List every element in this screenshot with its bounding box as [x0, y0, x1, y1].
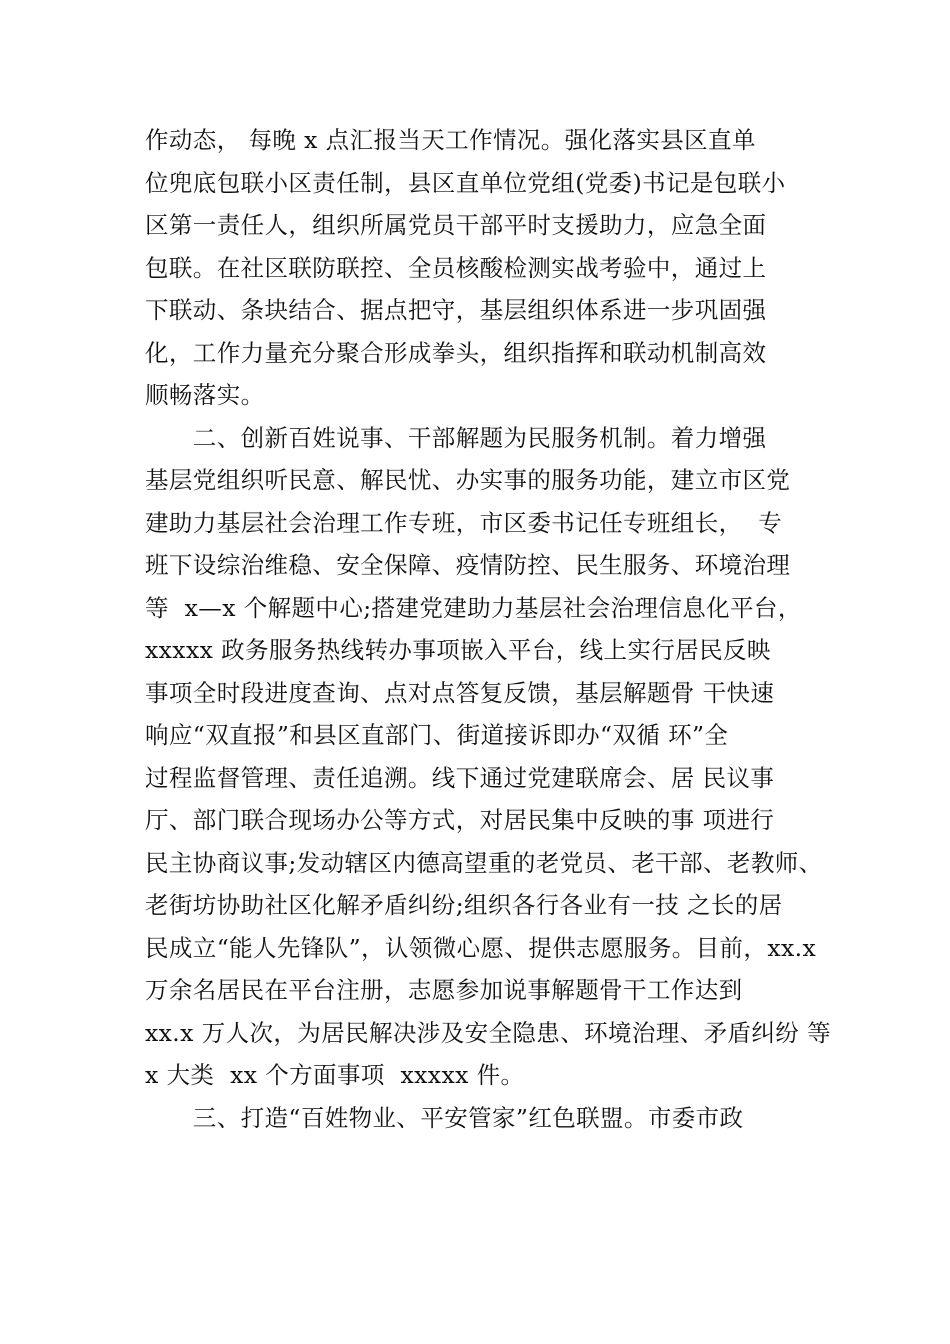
- text-line: 顺畅落实。: [145, 381, 265, 409]
- text-line: 事项全时段进度查询、点对点答复反馈，基层解题骨 干快速: [145, 679, 775, 707]
- paragraph-heading: 二、创新百姓说事、干部解题为民服务机制。着力增强: [145, 424, 767, 452]
- paragraph-heading: 三、打造“百姓物业、平安管家”红色联盟。市委市政: [145, 1104, 744, 1132]
- text-line: 民成立“能人先锋队”，认领微心愿、提供志愿服务。目前，xx.x: [145, 934, 817, 962]
- text-line: 位兜底包联小区责任制，县区直单位党组(党委)书记是包联小: [145, 169, 786, 197]
- text-line: 建助力基层社会治理工作专班，市区委书记任专班组长， 专: [145, 509, 783, 537]
- text-line: 包联。在社区联防联控、全员核酸检测实战考验中，通过上: [145, 254, 767, 282]
- text-line: 基层党组织听民意、解民忧、办实事的服务功能，建立市区党: [145, 466, 791, 494]
- text-line: 过程监督管理、责任追溯。线下通过党建联席会、居 民议事: [145, 764, 775, 792]
- text-line: 班下设综治维稳、安全保障、疫情防控、民生服务、环境治理: [145, 551, 791, 579]
- text-line: 区第一责任人，组织所属党员干部平时支援助力，应急全面: [145, 211, 767, 239]
- text-line: 等 x—x 个解题中心;搭建党建助力基层社会治理信息化平台，: [145, 594, 802, 622]
- text-line: 响应“双直报”和县区直部门、街道接诉即办“双循 环”全: [145, 721, 729, 749]
- text-line: 化，工作力量充分聚合形成拳头，组织指挥和联动机制高效: [145, 339, 767, 367]
- text-line: 万余名居民在平台注册，志愿参加说事解题骨干工作达到: [145, 976, 743, 1004]
- text-line: 民主协商议事;发动辖区内德高望重的老党员、老干部、老教师、: [145, 849, 823, 877]
- text-line: 厅、部门联合现场办公等方式，对居民集中反映的事 项进行: [145, 806, 775, 834]
- text-line: xxxxx 政务服务热线转办事项嵌入平台，线上实行居民反映: [145, 636, 771, 664]
- text-line: 作动态， 每晚 x 点汇报当天工作情况。强化落实县区直单: [145, 126, 756, 154]
- text-line: x 大类 xx 个方面事项 xxxxx 件。: [145, 1061, 525, 1089]
- text-line: 老街坊协助社区化解矛盾纠纷;组织各行各业有一技 之长的居: [145, 891, 783, 919]
- text-line: xx.x 万人次，为居民解决涉及安全隐患、环境治理、矛盾纠纷 等: [145, 1019, 831, 1047]
- text-line: 下联动、条块结合、据点把守，基层组织体系进一步巩固强: [145, 296, 767, 324]
